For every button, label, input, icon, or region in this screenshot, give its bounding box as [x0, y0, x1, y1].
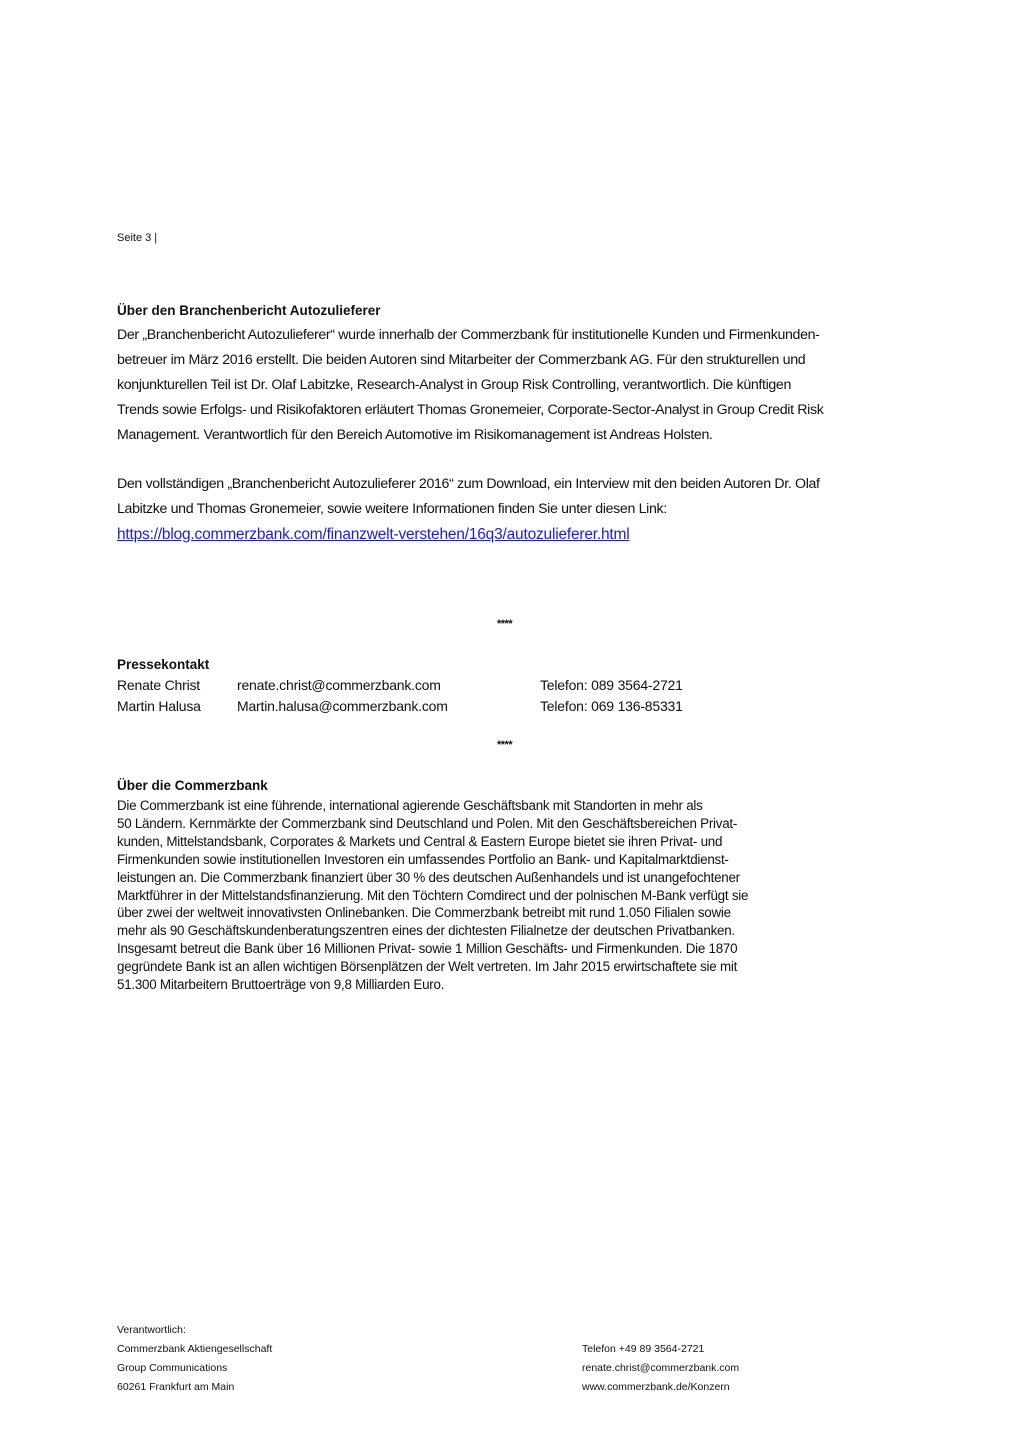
- report-line: konjunkturellen Teil ist Dr. Olaf Labitzke, Research-Analyst in Group Risk Controlling, verantwortlich. Die künftigen: [117, 377, 792, 393]
- report-link[interactable]: https://blog.commerzbank.com/finanzwelt-verstehen/16q3/autozulieferer.html: [117, 526, 630, 543]
- about-commerzbank-title: Über die Commerzbank: [117, 778, 268, 793]
- separator: ****: [497, 739, 513, 751]
- download-line: Den vollständigen „Branchenbericht Autozulieferer 2016“ zum Download, ein Interview mit den beiden Autoren Dr. Olaf: [117, 476, 820, 492]
- footer-label: Verantwortlich:: [117, 1324, 186, 1336]
- separator: ****: [497, 618, 513, 630]
- report-section-title: Über den Branchenbericht Autozulieferer: [117, 303, 381, 318]
- page-number: Seite 3 |: [117, 232, 158, 244]
- footer-address: 60261 Frankfurt am Main: [117, 1381, 235, 1393]
- contact-phone: Telefon: 069 136-85331: [540, 698, 683, 714]
- about-line: 51.300 Mitarbeitern Bruttoerträge von 9,8 Milliarden Euro.: [117, 977, 445, 993]
- report-line: Management. Verantwortlich für den Bereich Automotive im Risikomanagement ist Andreas Holsten.: [117, 427, 713, 443]
- about-line: 50 Ländern. Kernmärkte der Commerzbank sind Deutschland und Polen. Mit den Geschäftsbereichen Privat-: [117, 815, 738, 831]
- about-line: Die Commerzbank ist eine führende, international agierende Geschäftsbank mit Standorten in mehr als: [117, 798, 703, 813]
- footer-email[interactable]: renate.christ@commerzbank.com: [582, 1362, 740, 1374]
- contact-email[interactable]: Martin.halusa@commerzbank.com: [237, 698, 448, 714]
- footer-department: Group Communications: [117, 1362, 228, 1374]
- footer-website[interactable]: www.commerzbank.de/Konzern: [582, 1381, 730, 1393]
- contact-phone: Telefon: 089 3564-2721: [540, 677, 683, 693]
- contact-name: Martin Halusa: [117, 698, 201, 714]
- report-line: Trends sowie Erfolgs- und Risikofaktoren erläutert Thomas Gronemeier, Corporate-Sector-Analyst in Group Credit Risk: [117, 402, 824, 418]
- contact-name: Renate Christ: [117, 677, 200, 693]
- report-line: betreuer im März 2016 erstellt. Die beiden Autoren sind Mitarbeiter der Commerzbank AG. Für den strukturellen und: [117, 352, 806, 368]
- footer-phone: Telefon +49 89 3564-2721: [582, 1343, 705, 1355]
- about-line: leistungen an. Die Commerzbank finanziert über 30 % des deutschen Außenhandels und ist unangefochtener: [117, 869, 740, 885]
- contact-row: [117, 698, 737, 718]
- about-line: über zwei der weltweit innovativsten Onlinebanken. Die Commerzbank betreibt mit rund 1.050 Filialen sowie: [117, 905, 731, 921]
- contact-email[interactable]: renate.christ@commerzbank.com: [237, 677, 441, 693]
- report-line: Der „Branchenbericht Autozulieferer“ wurde innerhalb der Commerzbank für institutionelle Kunden und Firmenkunden-: [117, 327, 820, 343]
- about-line: Marktführer in der Mittelstandsfinanzierung. Mit den Töchtern Comdirect und der polnischen M-Bank verfügt sie: [117, 887, 749, 903]
- footer-company: Commerzbank Aktiengesellschaft: [117, 1343, 273, 1355]
- about-line: kunden, Mittelstandsbank, Corporates & Markets und Central & Eastern Europe bietet sie ihren Privat- und: [117, 833, 723, 849]
- press-contact-title: Pressekontakt: [117, 657, 210, 672]
- about-line: Insgesamt betreut die Bank über 16 Millionen Privat- sowie 1 Million Geschäfts- und Firmenkunden. Die 1870: [117, 941, 738, 957]
- footer-left: [117, 1321, 272, 1397]
- about-line: gegründete Bank ist an allen wichtigen Börsenplätzen der Welt vertreten. Im Jahr 2015 erwirtschaftete sie mit: [117, 959, 738, 975]
- about-commerzbank-body: [117, 797, 897, 994]
- report-section-body: [117, 323, 947, 448]
- about-line: mehr als 90 Geschäftskundenberatungszentren eines der dichtesten Filialnetze der deutschen Privatbanken.: [117, 923, 735, 939]
- footer-right: [582, 1340, 739, 1397]
- contact-row: [117, 677, 737, 697]
- download-line: Labitzke und Thomas Gronemeier, sowie weitere Informationen finden Sie unter diesen Link:: [117, 501, 667, 517]
- about-line: Firmenkunden sowie institutionellen Investoren ein umfassendes Portfolio an Bank- und Kapitalmarktdienst-: [117, 851, 729, 867]
- download-section: [117, 472, 947, 548]
